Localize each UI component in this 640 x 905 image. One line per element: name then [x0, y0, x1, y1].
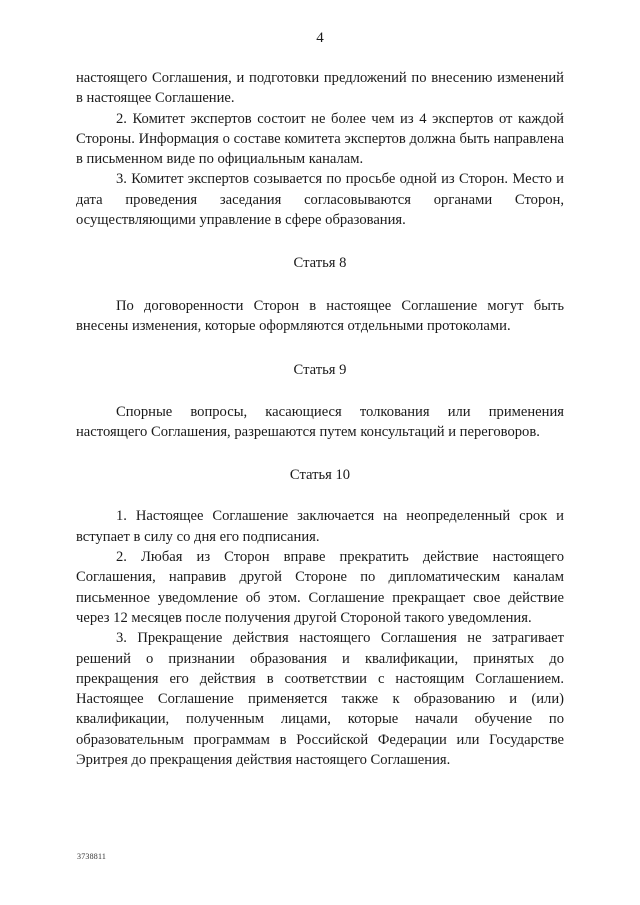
- paragraph-continuation: настоящего Соглашения, и подготовки предложений по внесению изменений в настоящее Соглашение.: [76, 70, 564, 107]
- document-body: [76, 68, 564, 770]
- document-code: 3738811: [77, 852, 107, 861]
- paragraph-article9: Спорные вопросы, касающиеся толкования или применения настоящего Соглашения, разрешаются путем консультаций и переговоров.: [76, 403, 564, 440]
- paragraph-article10-item1: 1. Настоящее Соглашение заключается на неопределенный срок и вступает в силу со дня его подписания.: [76, 508, 564, 545]
- paragraph-article10-item3: 3. Прекращение действия настоящего Соглашения не затрагивает решений о признании образования и квалификации, принятых до прекращения его действия в соответствии с настоящим Соглашением. Настоящее Соглашение применяется также к образованию и (или) квалификации, полученным лицами, которые начали обучение по образовательным программам в Российской Федерации или Государстве Эритрея до прекращения действия настоящего Соглашения.: [76, 630, 564, 769]
- paragraph-article7-item2: 2. Комитет экспертов состоит не более чем из 4 экспертов от каждой Стороны. Информация о составе комитета экспертов должна быть направлена в письменном виде по официальным каналам.: [76, 110, 564, 168]
- heading-article-8: Статья 8: [293, 255, 347, 272]
- heading-article-10: Статья 10: [289, 467, 351, 484]
- page-number: 4: [316, 30, 324, 46]
- heading-article-9: Статья 9: [293, 362, 347, 379]
- paragraph-article8: По договоренности Сторон в настоящее Соглашение могут быть внесены изменения, которые оформляются отдельными протоколами.: [76, 297, 564, 334]
- paragraph-article7-item3: 3. Комитет экспертов созывается по просьбе одной из Сторон. Место и дата проведения заседания согласовываются органами Сторон, осуществляющими управление в сфере образования.: [76, 171, 564, 229]
- paragraph-article10-item2: 2. Любая из Сторон вправе прекратить действие настоящего Соглашения, направив другой Стороне по дипломатическим каналам письменное уведомление об этом. Соглашение прекращает свое действие через 12 месяцев после получения другой Стороной такого уведомления.: [76, 549, 564, 626]
